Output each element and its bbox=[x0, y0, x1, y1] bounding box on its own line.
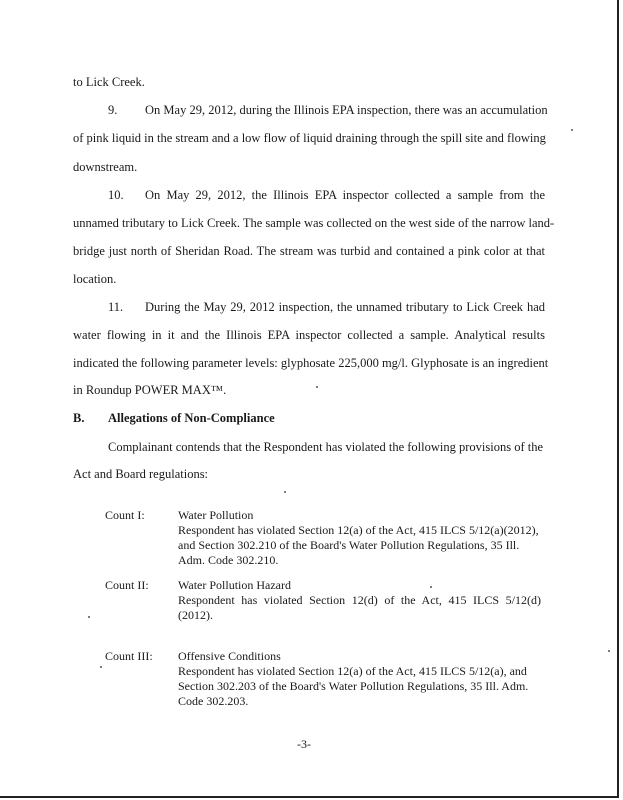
scan-speck bbox=[88, 616, 90, 618]
scan-speck bbox=[430, 586, 432, 588]
count-2-label: Count II: bbox=[105, 578, 149, 592]
count-3-body bbox=[178, 664, 541, 709]
count-1-title: Water Pollution bbox=[178, 508, 254, 522]
count-1-label: Count I: bbox=[105, 508, 145, 522]
paragraph-11-line-4: in Roundup POWER MAX™. bbox=[73, 383, 227, 397]
paragraph-11-line-1: During the May 29, 2012 inspection, the unnamed tributary to Lick Creek had bbox=[145, 300, 545, 314]
paragraph-9-line-3: downstream. bbox=[73, 160, 138, 174]
section-b-intro-line-2: Act and Board regulations: bbox=[73, 467, 209, 481]
paragraph-10-line-1: On May 29, 2012, the Illinois EPA inspector collected a sample from the bbox=[145, 188, 545, 202]
section-b-intro-line-1: Complainant contends that the Respondent has violated the following provisions of the bbox=[108, 440, 543, 454]
scan-speck bbox=[571, 129, 573, 131]
count-2-title: Water Pollution Hazard bbox=[178, 578, 291, 592]
paragraph-10-line-2: unnamed tributary to Lick Creek. The sample was collected on the west side of the narrow land- bbox=[73, 216, 555, 230]
paragraph-11-number: 11. bbox=[108, 300, 124, 314]
page-number: -3- bbox=[297, 737, 311, 751]
count-1-text: Respondent has violated Section 12(a) of the Act, 415 ILCS 5/12(a)(2012), and Section 302.210 of the Board's Water Pollution Regulations, 35 Ill. Adm. Code 302.210. bbox=[178, 523, 539, 567]
paragraph-10-number: 10. bbox=[108, 188, 124, 202]
paragraph-9-line-2: of pink liquid in the stream and a low flow of liquid draining through the spill site and flowing bbox=[73, 131, 546, 145]
paragraph-9-number: 9. bbox=[108, 103, 118, 117]
scan-speck bbox=[608, 650, 610, 652]
paragraph-10-line-3: bridge just north of Sheridan Road. The stream was turbid and contained a pink color at that bbox=[73, 244, 545, 258]
scan-speck bbox=[284, 491, 286, 493]
count-3-title: Offensive Conditions bbox=[178, 649, 281, 663]
paragraph-8-end: to Lick Creek. bbox=[73, 75, 145, 89]
section-b-title: Allegations of Non-Compliance bbox=[108, 411, 275, 425]
scan-speck bbox=[100, 666, 102, 668]
count-3-label: Count III: bbox=[105, 649, 153, 663]
count-1-body bbox=[178, 523, 541, 568]
count-2-text: Respondent has violated Section 12(d) of the Act, 415 ILCS 5/12(d) (2012). bbox=[178, 593, 541, 622]
paragraph-9-line-1: On May 29, 2012, during the Illinois EPA inspection, there was an accumulation bbox=[145, 103, 548, 117]
paragraph-10-line-4: location. bbox=[73, 272, 117, 286]
count-2-body bbox=[178, 593, 541, 623]
section-b-letter: B. bbox=[73, 411, 85, 425]
paragraph-11-line-2: water flowing in it and the Illinois EPA inspector collected a sample. Analytical results bbox=[73, 328, 545, 342]
paragraph-11-line-3: indicated the following parameter levels: glyphosate 225,000 mg/l. Glyphosate is an ingredient bbox=[73, 356, 549, 370]
count-3-text: Respondent has violated Section 12(a) of the Act, 415 ILCS 5/12(a), and Section 302.203 of the Board's Water Pollution Regulations, 35 Ill. Adm. Code 302.203. bbox=[178, 664, 529, 708]
scan-speck bbox=[316, 386, 318, 388]
